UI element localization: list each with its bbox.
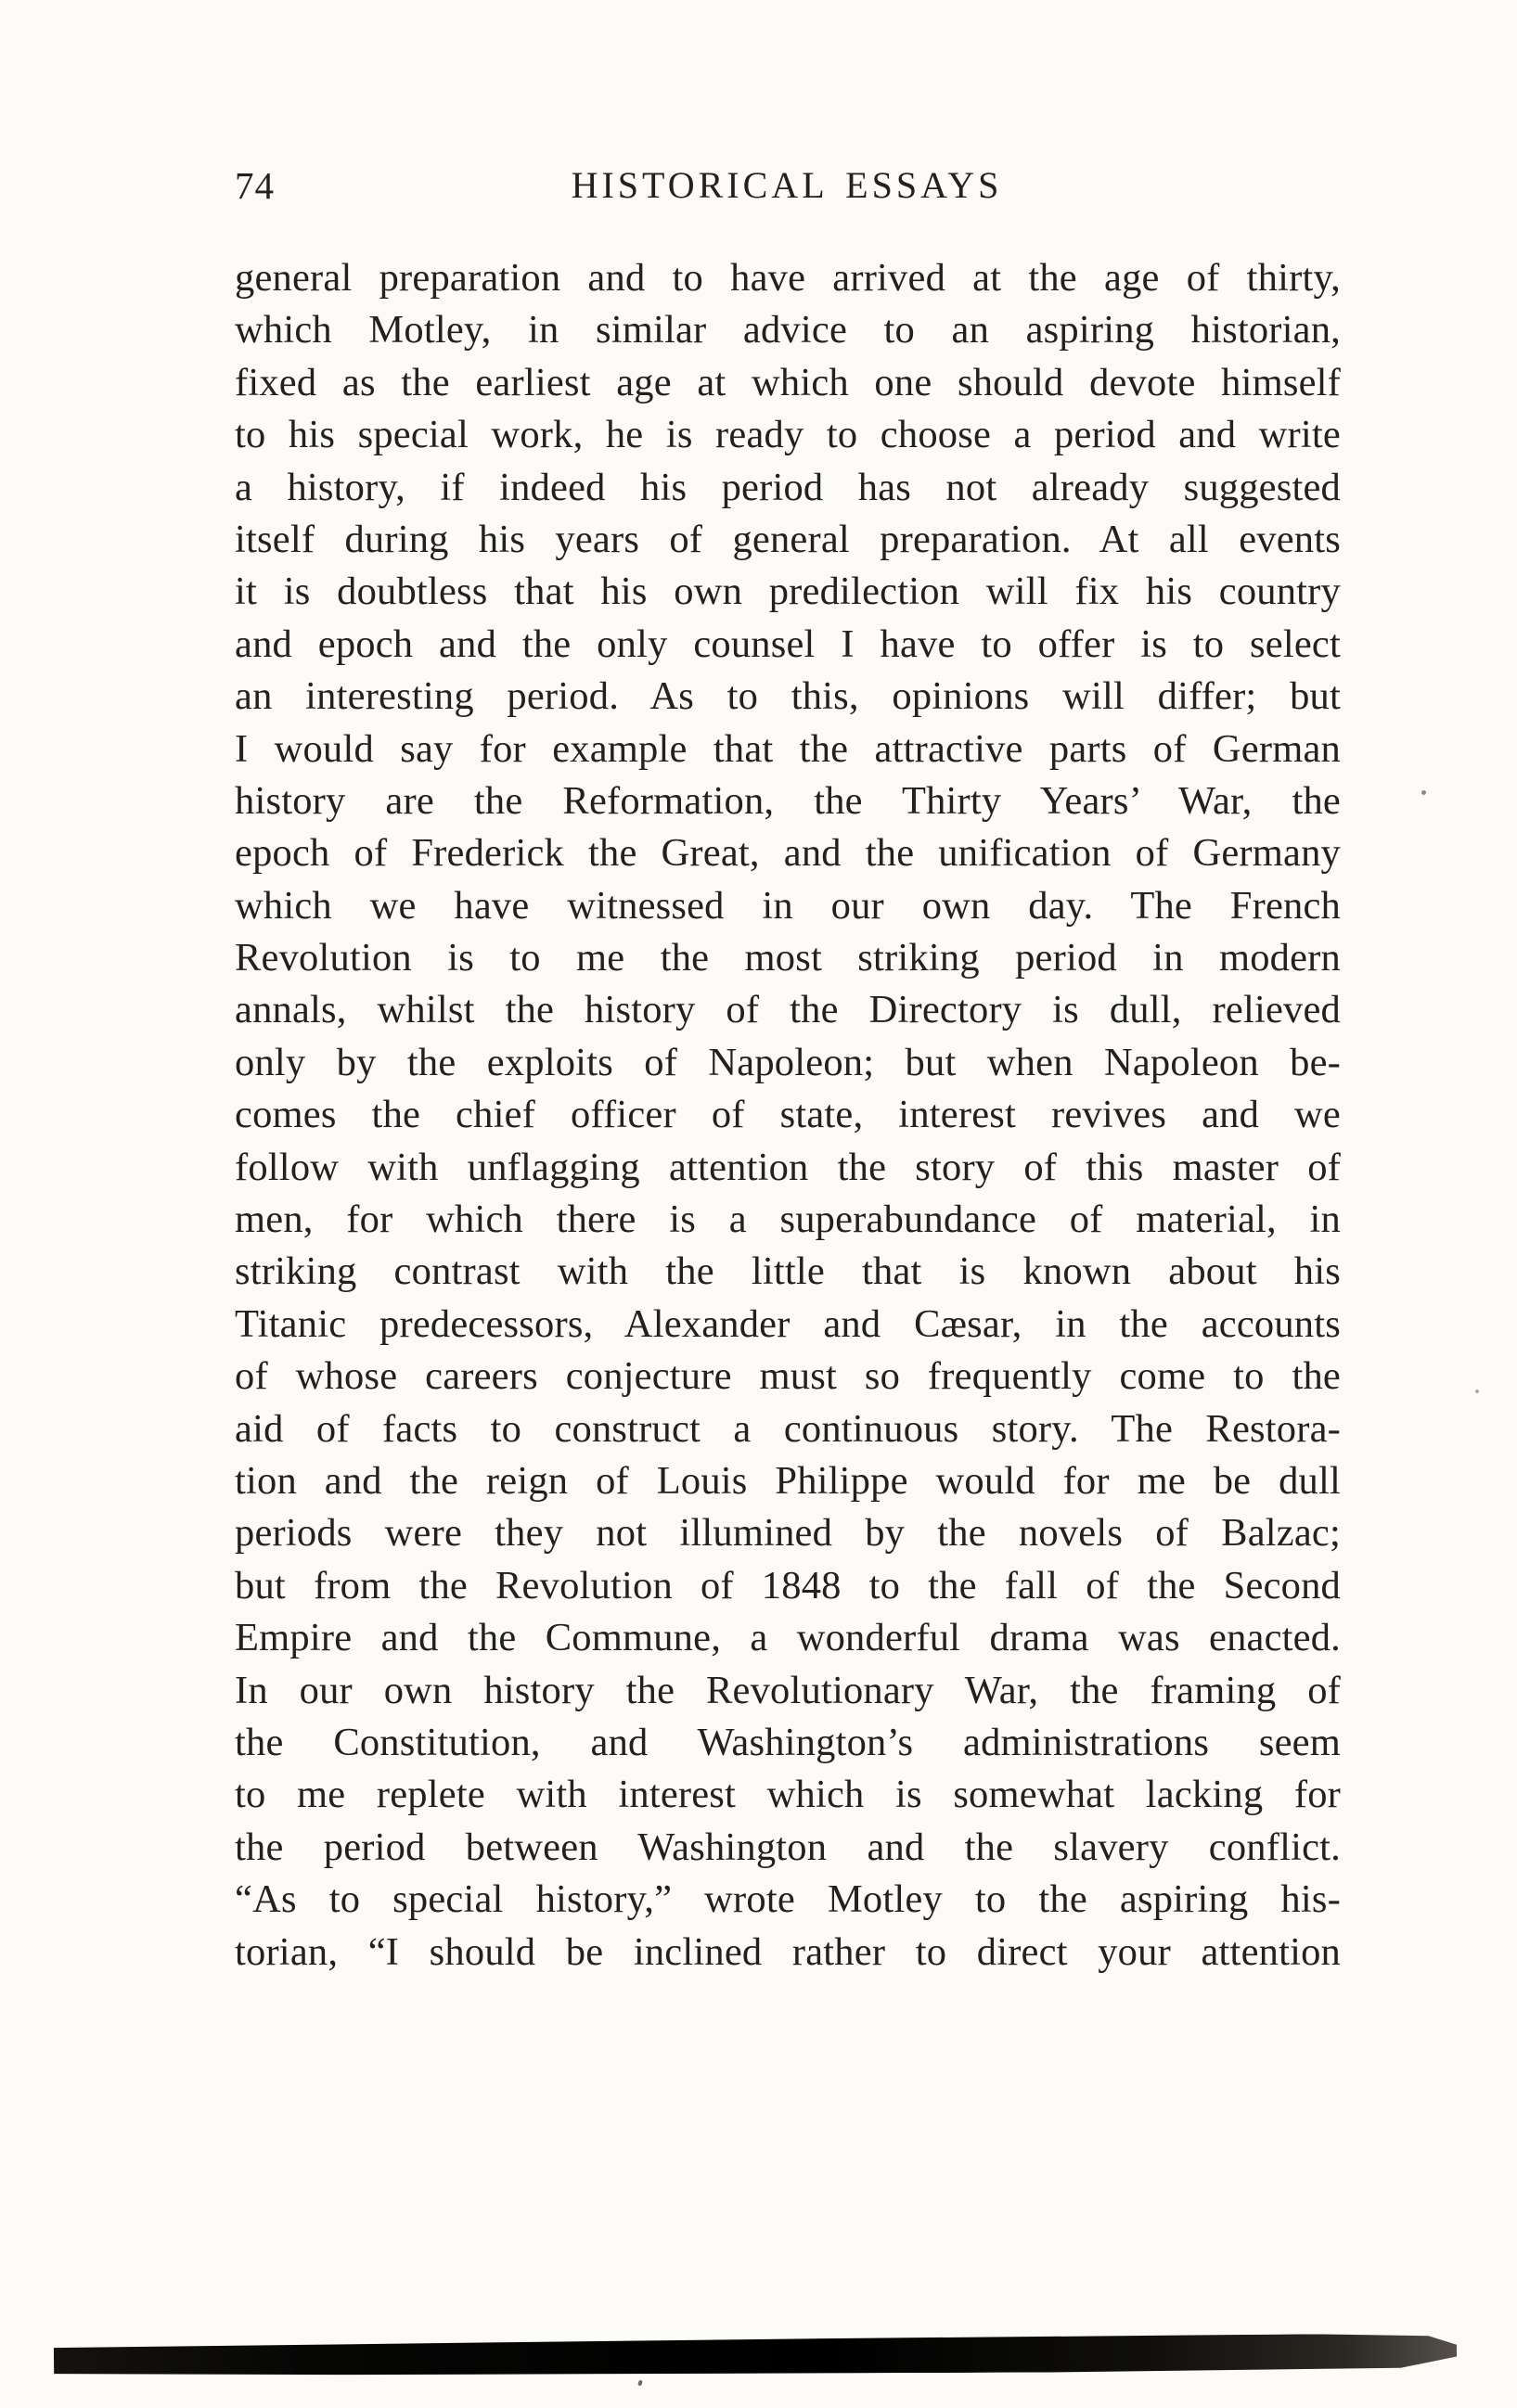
scan-artifact-bar: [54, 2334, 1457, 2377]
text-line: only by the exploits of Napoleon; but when Napoleon be-: [235, 1040, 1341, 1084]
text-line: history are the Reformation, the Thirty Years’ War, the: [235, 778, 1341, 823]
text-line: men, for which there is a superabundance of material, in: [235, 1198, 1341, 1242]
text-line: which we have witnessed in our own day. The French: [235, 883, 1341, 928]
text-line: In our own history the Revolutionary War, the framing of: [235, 1668, 1341, 1712]
text-line: fixed as the earliest age at which one should devote himself: [235, 360, 1341, 404]
text-line: comes the chief officer of state, interest revives and we: [235, 1093, 1341, 1137]
scan-speck: [637, 2380, 643, 2387]
text-line: general preparation and to have arrived at the age of thirty,: [235, 256, 1341, 300]
text-line: tion and the reign of Louis Philippe would for me be dull: [235, 1458, 1341, 1503]
text-line: the Constitution, and Washington’s administrations seem: [235, 1720, 1341, 1764]
text-line: to me replete with interest which is somewhat lacking for: [235, 1773, 1341, 1817]
text-line: follow with unflagging attention the story of this master of: [235, 1145, 1341, 1189]
scan-speck: [1475, 1390, 1479, 1393]
text-line: annals, whilst the history of the Directory is dull, relieved: [235, 988, 1341, 1032]
text-line: and epoch and the only counsel I have to offer is to select: [235, 621, 1341, 666]
text-line: itself during his years of general preparation. At all events: [235, 517, 1341, 561]
text-line: I would say for example that the attractive parts of German: [235, 726, 1341, 771]
text-line: Empire and the Commune, a wonderful drama was enacted.: [235, 1616, 1341, 1660]
text-line: which Motley, in similar advice to an aspiring historian,: [235, 308, 1341, 352]
text-line: striking contrast with the little that is known about his: [235, 1249, 1341, 1294]
scan-speck: [1421, 790, 1426, 795]
text-line: but from the Revolution of 1848 to the fall of the Second: [235, 1563, 1341, 1607]
text-line: aid of facts to construct a continuous story. The Restora-: [235, 1406, 1341, 1451]
text-line: a history, if indeed his period has not already suggested: [235, 465, 1341, 509]
body-text: [235, 252, 1341, 1979]
text-line: it is doubtless that his own predilection will fix his country: [235, 570, 1341, 614]
text-line: “As to special history,” wrote Motley to the aspiring his-: [235, 1877, 1341, 1922]
text-line: of whose careers conjecture must so frequently come to the: [235, 1354, 1341, 1399]
page-number: 74: [235, 164, 275, 207]
text-line: an interesting period. As to this, opinions will differ; but: [235, 674, 1341, 719]
text-line: epoch of Frederick the Great, and the unification of Germany: [235, 831, 1341, 876]
text-line: Titanic predecessors, Alexander and Cæsar, in the accounts: [235, 1301, 1341, 1346]
text-line: torian, “I should be inclined rather to direct your attention: [235, 1929, 1341, 1974]
running-title: HISTORICAL ESSAYS: [571, 164, 1003, 206]
text-line: the period between Washington and the slavery conflict.: [235, 1825, 1341, 1869]
text-line: Revolution is to me the most striking period in modern: [235, 936, 1341, 980]
text-line: periods were they not illumined by the novels of Balzac;: [235, 1511, 1341, 1556]
text-line: to his special work, he is ready to choose a period and write: [235, 413, 1341, 457]
page-header: [235, 163, 1339, 215]
